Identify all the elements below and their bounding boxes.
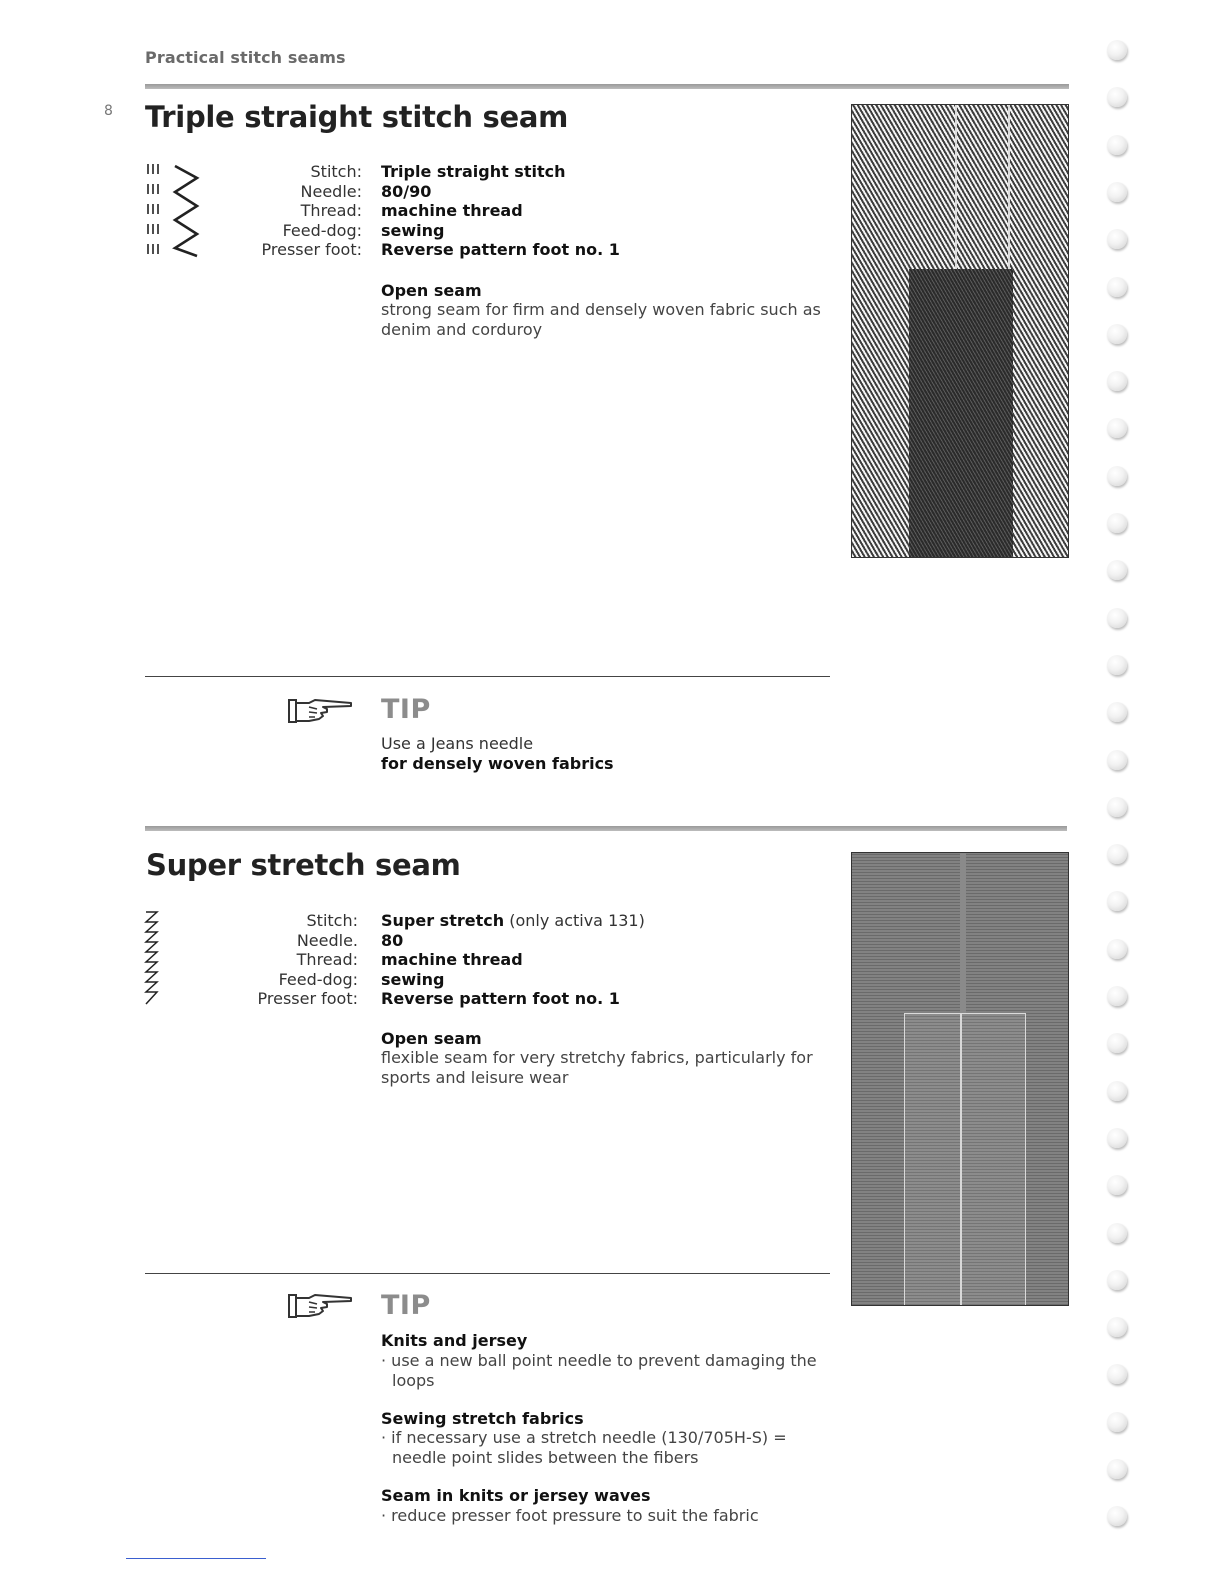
- binding-hole: [1107, 1033, 1127, 1053]
- spec-labels-1: [142, 162, 362, 260]
- binding-hole: [1107, 1128, 1127, 1148]
- spec-labels-2: [138, 911, 358, 1009]
- binding-hole: [1107, 277, 1127, 297]
- tip-rule-2: [145, 1273, 830, 1274]
- page-number: 8: [104, 103, 113, 119]
- denim-seam-photo: [851, 104, 1069, 558]
- tip-group-bullet: · reduce presser foot pressure to suit the fabric: [381, 1506, 759, 1525]
- seam-line: [955, 105, 957, 269]
- seam-heading-2: Open seam: [381, 1029, 482, 1048]
- section-title-super-stretch: Super stretch seam: [146, 848, 461, 882]
- binding-hole: [1107, 229, 1127, 249]
- binding-hole: [1107, 560, 1127, 580]
- seam-line: [960, 853, 966, 1013]
- seam-allowance-panel: [909, 269, 1013, 558]
- running-header: Practical stitch seams: [145, 48, 346, 67]
- spec-value: machine thread: [381, 201, 523, 221]
- spec-label: Needle:: [300, 181, 362, 201]
- spec-value: Triple straight stitch: [381, 162, 566, 181]
- binding-hole: [1107, 466, 1127, 486]
- tip-group-heading: Seam in knits or jersey waves: [381, 1486, 651, 1505]
- spec-label: Presser foot:: [261, 240, 362, 260]
- pointing-hand-icon: [287, 1292, 355, 1320]
- binding-hole: [1107, 1317, 1127, 1337]
- seam-description-1: strong seam for firm and densely woven fabric such as denim and corduroy: [381, 300, 821, 339]
- binding-hole: [1107, 418, 1127, 438]
- spec-label: Feed-dog:: [278, 969, 358, 989]
- tip-line-2: for densely woven fabrics: [381, 754, 614, 773]
- binding-hole: [1107, 702, 1127, 722]
- seam-heading-1: Open seam: [381, 281, 482, 300]
- binding-hole: [1107, 655, 1127, 675]
- tip-label-1: TIP: [381, 694, 431, 725]
- binding-hole: [1107, 891, 1127, 911]
- binding-hole: [1107, 513, 1127, 533]
- binding-hole: [1107, 1175, 1127, 1195]
- binding-hole: [1107, 40, 1127, 60]
- spec-label: Stitch:: [310, 162, 362, 181]
- tip-group-heading: Sewing stretch fabrics: [381, 1409, 584, 1428]
- binding-hole: [1107, 324, 1127, 344]
- binding-hole: [1107, 797, 1127, 817]
- binding-hole: [1107, 1081, 1127, 1101]
- spec-value: Reverse pattern foot no. 1: [381, 989, 620, 1009]
- tip-group-bullet: · use a new ball point needle to prevent damaging the loops: [381, 1351, 817, 1390]
- header-rule: [145, 84, 1069, 89]
- spec-label: Presser foot:: [257, 989, 358, 1009]
- binding-hole: [1107, 135, 1127, 155]
- spec-value: machine thread: [381, 950, 523, 970]
- binding-hole: [1107, 608, 1127, 628]
- binding-hole: [1107, 986, 1127, 1006]
- spec-values-1: [381, 162, 620, 260]
- seam-line: [1008, 105, 1010, 269]
- spec-label: Thread:: [296, 950, 358, 970]
- binding-hole: [1107, 1412, 1127, 1432]
- binding-hole: [1107, 1459, 1127, 1479]
- pointing-hand-icon: [287, 697, 355, 725]
- spec-label: Needle.: [296, 930, 358, 950]
- knit-seam-photo: [851, 852, 1069, 1306]
- binding-hole: [1107, 939, 1127, 959]
- spec-value: 80/90: [381, 181, 432, 201]
- spec-value: Super stretch (only activa 131): [381, 911, 645, 930]
- spec-label: Thread:: [300, 201, 362, 221]
- binding-hole: [1107, 1506, 1127, 1526]
- spec-values-2: [381, 911, 645, 1009]
- spec-value: 80: [381, 930, 404, 950]
- spec-label: Stitch:: [306, 911, 358, 930]
- seam-description-2: flexible seam for very stretchy fabrics, particularly for sports and leisure wear: [381, 1048, 813, 1087]
- binding-hole: [1107, 87, 1127, 107]
- tip-group-heading: Knits and jersey: [381, 1331, 528, 1350]
- seam-line: [960, 1013, 962, 1305]
- binding-hole: [1107, 844, 1127, 864]
- seam-allowance-panel: [904, 1013, 1026, 1306]
- footer-line: [126, 1558, 266, 1559]
- binding-hole: [1107, 1364, 1127, 1384]
- binding-hole: [1107, 750, 1127, 770]
- binding-hole: [1107, 1270, 1127, 1290]
- tip-rule-1: [145, 676, 830, 677]
- tip-group-bullet: · if necessary use a stretch needle (130/705H-S) = needle point slides between the fibers: [381, 1428, 787, 1467]
- spec-label: Feed-dog:: [282, 220, 362, 240]
- section-rule: [145, 826, 1067, 831]
- tip-label-2: TIP: [381, 1290, 431, 1321]
- spec-value: sewing: [381, 220, 445, 240]
- section-title-triple-straight: Triple straight stitch seam: [145, 100, 569, 134]
- binding-hole: [1107, 1223, 1127, 1243]
- binding-hole: [1107, 371, 1127, 391]
- tip-line-1: Use a Jeans needle: [381, 734, 534, 753]
- spec-value: sewing: [381, 969, 445, 989]
- binding-hole: [1107, 182, 1127, 202]
- spec-value: Reverse pattern foot no. 1: [381, 240, 620, 260]
